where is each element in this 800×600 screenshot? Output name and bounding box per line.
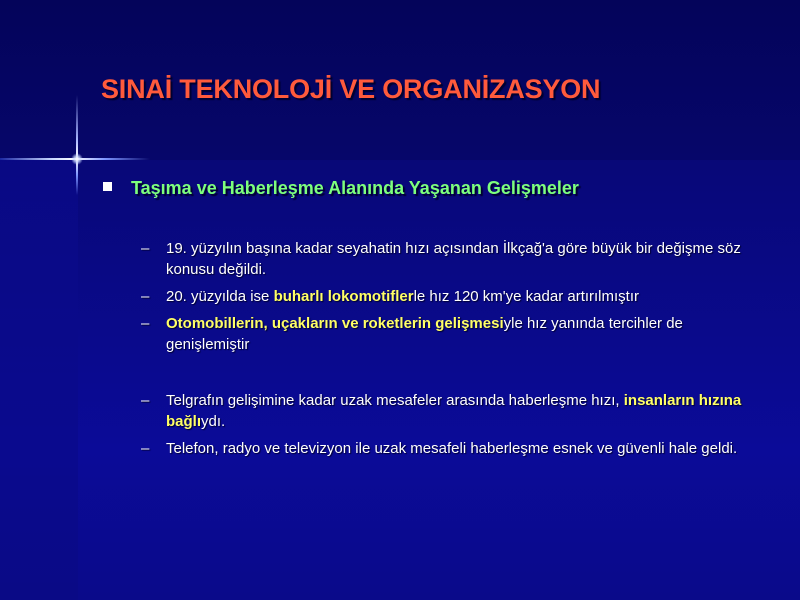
dash-bullet-icon: – (141, 240, 150, 257)
sub-item (141, 438, 761, 459)
sub-item-text: Telefon, radyo ve televizyon ile uzak mesafeli haberleşme esnek ve güvenli hale geldi. (166, 440, 738, 457)
sub-item-highlight: buharlı lokomotifler (273, 288, 414, 305)
sub-item-text-after: le hız 120 km'ye kadar artırılmıştır (413, 288, 640, 305)
sub-item-text (166, 313, 761, 355)
dash-bullet-icon: – (141, 315, 150, 332)
sub-item (141, 238, 761, 280)
sub-item-text-before: 20. yüzyılda ise (166, 288, 274, 305)
sub-item-highlight: Otomobillerin, uçakların ve roketlerin gelişmesi (166, 315, 504, 332)
sub-item-text: 19. yüzyılın başına kadar seyahatin hızı açısından İlkçağ'a göre büyük bir değişme söz konusu değildi. (166, 240, 741, 278)
sub-item (141, 390, 761, 432)
dash-bullet-icon: – (141, 440, 150, 457)
slide-title: SINAİ TEKNOLOJİ VE ORGANİZASYON (101, 74, 601, 104)
sub-item-highlight: insanların hızına bağlı (166, 392, 742, 430)
section-heading: Taşıma ve Haberleşme Alanında Yaşanan Gelişmeler (131, 178, 579, 198)
sub-item (141, 286, 761, 307)
sub-item-text (166, 390, 761, 432)
dash-bullet-icon: – (141, 392, 150, 409)
sub-item-text-after: ydı. (201, 413, 226, 430)
dash-bullet-icon: – (141, 288, 150, 305)
sub-item-text (166, 286, 761, 307)
sub-item (141, 313, 761, 355)
sub-item-text-after: yle hız yanında tercihler de genişlemiştir (166, 315, 683, 353)
sub-item-text-before: Telgrafın gelişimine kadar uzak mesafeler arasında haberleşme hızı, (166, 392, 624, 409)
